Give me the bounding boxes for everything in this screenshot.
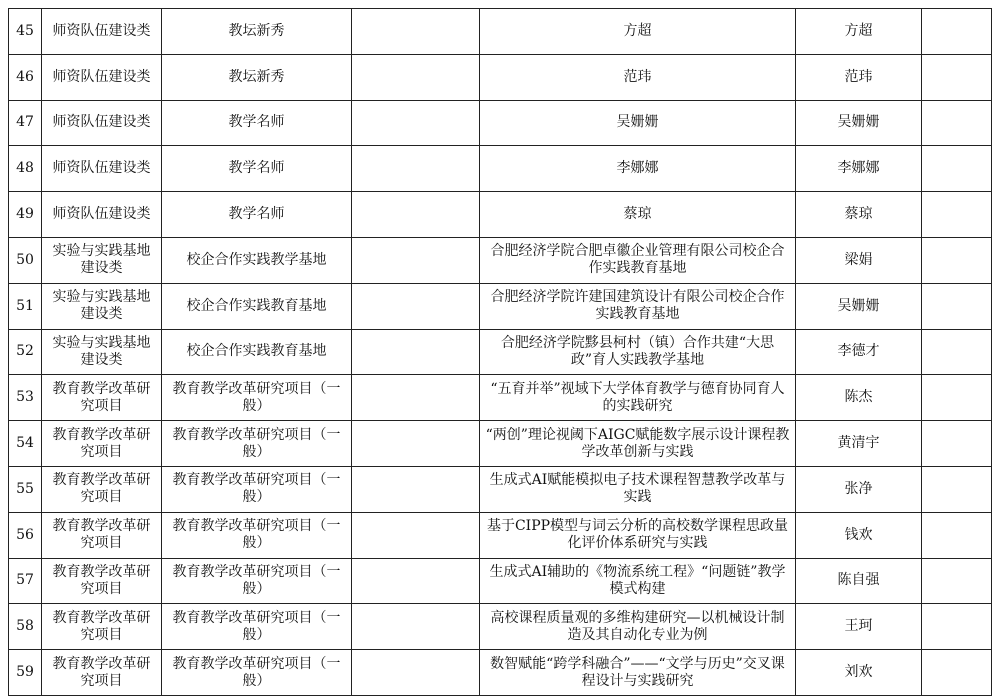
table-row <box>9 146 992 192</box>
project-title-cell: “五育并举”视域下大学体育教学与德育协同育人的实践研究 <box>480 375 796 421</box>
category-cell: 实验与实践基地建设类 <box>42 237 162 283</box>
row-number-cell: 51 <box>9 283 42 329</box>
empty-cell <box>352 650 480 696</box>
project-title-cell: “两创”理论视阈下AIGC赋能数字展示设计课程教学改革创新与实践 <box>480 421 796 467</box>
empty-cell <box>922 54 992 100</box>
leader-cell: 李德才 <box>796 329 922 375</box>
row-number-cell: 48 <box>9 146 42 192</box>
row-number-cell: 45 <box>9 9 42 55</box>
empty-cell <box>922 421 992 467</box>
empty-cell <box>352 54 480 100</box>
row-number-cell: 55 <box>9 466 42 512</box>
project-title-cell: 合肥经济学院许建国建筑设计有限公司校企合作实践教育基地 <box>480 283 796 329</box>
subcategory-cell: 教学名师 <box>162 146 352 192</box>
table-row <box>9 558 992 604</box>
empty-cell <box>352 375 480 421</box>
empty-cell <box>922 146 992 192</box>
category-cell: 师资队伍建设类 <box>42 54 162 100</box>
empty-cell <box>352 9 480 55</box>
project-title-cell: 基于CIPP模型与词云分析的高校数学课程思政量化评价体系研究与实践 <box>480 512 796 558</box>
empty-cell <box>922 192 992 238</box>
category-cell: 实验与实践基地建设类 <box>42 283 162 329</box>
table-row <box>9 512 992 558</box>
category-cell: 实验与实践基地建设类 <box>42 329 162 375</box>
category-cell: 师资队伍建设类 <box>42 100 162 146</box>
category-cell: 教育教学改革研究项目 <box>42 604 162 650</box>
project-table <box>8 8 992 696</box>
subcategory-cell: 教育教学改革研究项目（一般） <box>162 650 352 696</box>
row-number-cell: 52 <box>9 329 42 375</box>
project-title-cell: 方超 <box>480 9 796 55</box>
table-row <box>9 329 992 375</box>
row-number-cell: 50 <box>9 237 42 283</box>
table-row <box>9 192 992 238</box>
row-number-cell: 58 <box>9 604 42 650</box>
table-row <box>9 54 992 100</box>
table-row <box>9 421 992 467</box>
table-row <box>9 375 992 421</box>
subcategory-cell: 教坛新秀 <box>162 9 352 55</box>
subcategory-cell: 教育教学改革研究项目（一般） <box>162 604 352 650</box>
subcategory-cell: 校企合作实践教育基地 <box>162 283 352 329</box>
empty-cell <box>352 329 480 375</box>
project-title-cell: 蔡琼 <box>480 192 796 238</box>
empty-cell <box>922 512 992 558</box>
empty-cell <box>352 100 480 146</box>
leader-cell: 黄清宇 <box>796 421 922 467</box>
leader-cell: 李娜娜 <box>796 146 922 192</box>
subcategory-cell: 教育教学改革研究项目（一般） <box>162 466 352 512</box>
category-cell: 师资队伍建设类 <box>42 9 162 55</box>
project-title-cell: 吴姗姗 <box>480 100 796 146</box>
category-cell: 教育教学改革研究项目 <box>42 558 162 604</box>
project-title-cell: 生成式AI辅助的《物流系统工程》“问题链”教学模式构建 <box>480 558 796 604</box>
project-title-cell: 合肥经济学院合肥卓徽企业管理有限公司校企合作实践教育基地 <box>480 237 796 283</box>
row-number-cell: 49 <box>9 192 42 238</box>
empty-cell <box>352 146 480 192</box>
empty-cell <box>352 466 480 512</box>
empty-cell <box>352 512 480 558</box>
empty-cell <box>922 9 992 55</box>
leader-cell: 张净 <box>796 466 922 512</box>
empty-cell <box>922 604 992 650</box>
subcategory-cell: 教育教学改革研究项目（一般） <box>162 421 352 467</box>
row-number-cell: 46 <box>9 54 42 100</box>
empty-cell <box>922 558 992 604</box>
subcategory-cell: 教育教学改革研究项目（一般） <box>162 512 352 558</box>
empty-cell <box>352 237 480 283</box>
empty-cell <box>352 604 480 650</box>
project-title-cell: 数智赋能“跨学科融合”——“文学与历史”交叉课程设计与实践研究 <box>480 650 796 696</box>
subcategory-cell: 教育教学改革研究项目（一般） <box>162 558 352 604</box>
leader-cell: 梁娟 <box>796 237 922 283</box>
empty-cell <box>922 466 992 512</box>
table-row <box>9 604 992 650</box>
category-cell: 师资队伍建设类 <box>42 192 162 238</box>
table-row <box>9 9 992 55</box>
subcategory-cell: 教坛新秀 <box>162 54 352 100</box>
project-title-cell: 范玮 <box>480 54 796 100</box>
leader-cell: 王珂 <box>796 604 922 650</box>
table-row <box>9 283 992 329</box>
project-title-cell: 合肥经济学院黟县柯村（镇）合作共建“大思政”育人实践教学基地 <box>480 329 796 375</box>
category-cell: 教育教学改革研究项目 <box>42 650 162 696</box>
leader-cell: 蔡琼 <box>796 192 922 238</box>
row-number-cell: 54 <box>9 421 42 467</box>
empty-cell <box>922 237 992 283</box>
table-row <box>9 100 992 146</box>
project-title-cell: 生成式AI赋能模拟电子技术课程智慧教学改革与实践 <box>480 466 796 512</box>
empty-cell <box>922 329 992 375</box>
empty-cell <box>922 283 992 329</box>
table-row <box>9 650 992 696</box>
row-number-cell: 59 <box>9 650 42 696</box>
empty-cell <box>352 421 480 467</box>
table-body <box>9 9 992 696</box>
subcategory-cell: 教育教学改革研究项目（一般） <box>162 375 352 421</box>
category-cell: 师资队伍建设类 <box>42 146 162 192</box>
row-number-cell: 53 <box>9 375 42 421</box>
leader-cell: 吴姗姗 <box>796 100 922 146</box>
empty-cell <box>922 375 992 421</box>
empty-cell <box>922 650 992 696</box>
category-cell: 教育教学改革研究项目 <box>42 421 162 467</box>
leader-cell: 陈自强 <box>796 558 922 604</box>
project-title-cell: 李娜娜 <box>480 146 796 192</box>
empty-cell <box>352 558 480 604</box>
leader-cell: 范玮 <box>796 54 922 100</box>
subcategory-cell: 教学名师 <box>162 192 352 238</box>
row-number-cell: 56 <box>9 512 42 558</box>
leader-cell: 方超 <box>796 9 922 55</box>
subcategory-cell: 校企合作实践教育基地 <box>162 329 352 375</box>
subcategory-cell: 教学名师 <box>162 100 352 146</box>
empty-cell <box>352 283 480 329</box>
row-number-cell: 47 <box>9 100 42 146</box>
category-cell: 教育教学改革研究项目 <box>42 375 162 421</box>
subcategory-cell: 校企合作实践教学基地 <box>162 237 352 283</box>
leader-cell: 钱欢 <box>796 512 922 558</box>
empty-cell <box>922 100 992 146</box>
leader-cell: 陈杰 <box>796 375 922 421</box>
table-row <box>9 466 992 512</box>
row-number-cell: 57 <box>9 558 42 604</box>
leader-cell: 刘欢 <box>796 650 922 696</box>
category-cell: 教育教学改革研究项目 <box>42 466 162 512</box>
empty-cell <box>352 192 480 238</box>
table-row <box>9 237 992 283</box>
category-cell: 教育教学改革研究项目 <box>42 512 162 558</box>
leader-cell: 吴姗姗 <box>796 283 922 329</box>
project-title-cell: 高校课程质量观的多维构建研究—以机械设计制造及其自动化专业为例 <box>480 604 796 650</box>
